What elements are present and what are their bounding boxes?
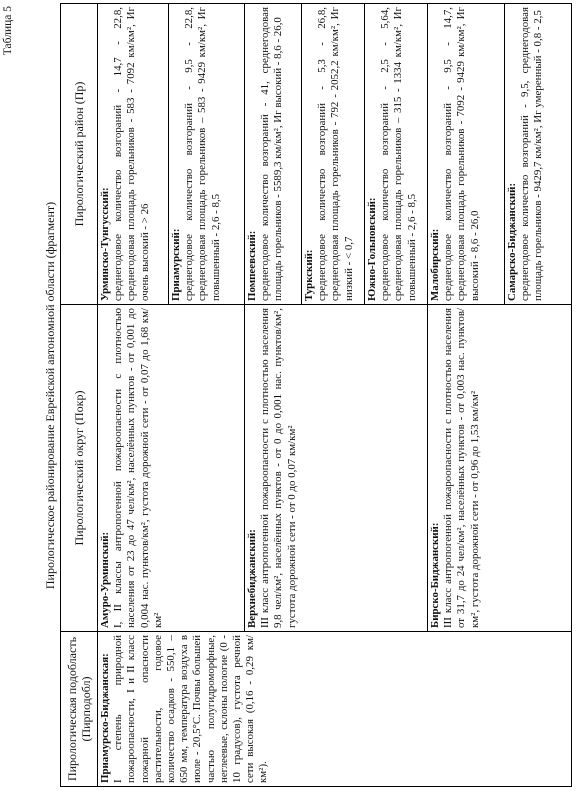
district-title: Верхнебиджанский	[246, 532, 258, 628]
region-block: Приамурский: среднегодовое количество возгораний - 9,5 - 22,8, среднегодовая площадь горельников – 583 - 9429 км/км², Иг повышенный - 2,6 - 8,5	[170, 7, 222, 301]
region-title: Малобирский	[429, 232, 441, 301]
district-cell: Амуро-Урминский: I, II классы антропогенной пожароопасности с плотностью населения от 23 до 47 чел/км², населённых пунктов - от 0,001 до 0,004 нас. пунктов/км², густота дорожной сети - от 0,07 до 1,68 км/км²	[98, 305, 245, 632]
region-block: Малобирский: среднегодовое количество возгораний - 9,5 - 14,7, среднегодовая площадь горельников - 7092 - 9429 км/км², Иг высокий - 8,6 - 26,0	[428, 4, 505, 304]
header-region: Пирологический район (Пр)	[61, 4, 98, 305]
region-title: Приамурский	[170, 232, 182, 301]
region-cell	[245, 4, 428, 305]
region-block: Туркский: среднегодовое количество возгораний - 5,3 - 26,8, среднегодовая площадь горельников - 792 - 2052,2 км/км², Иг низкий - < 0,7	[302, 4, 365, 304]
region-title: Самарско-Биджанский	[506, 186, 518, 301]
region-title: Урминско-Тунгусский	[99, 191, 111, 301]
region-text: среднегодовое количество возгораний - 14,7 - 22,8, среднегодовая площадь горельников - 583 - 7092 км/км², Иг очень высокий - > 26	[112, 7, 151, 301]
district-cell: Бирско-Биджанский: III класс антропогенной пожароопасности с плотностью населения от 31,7 до 24 чел/км², населённых пунктов - от 0,003 нас. пунктов/км², густота дорожной сети - от 0,96 до 1,53 км/км²	[428, 305, 572, 632]
district-title: Амуро-Урминский	[99, 535, 111, 628]
district-title: Бирско-Биджанский	[429, 526, 441, 628]
district-text: III класс антропогенной пожароопасности с плотностью населения от 31,7 до 24 чел/км², населённых пунктов - от 0,003 нас. пунктов/км², густота дорожной сети - от 0,96 до 1,53 км/км²	[442, 308, 481, 628]
table-number: Таблица 5	[2, 6, 14, 56]
region-block: Южно-Гольповский: среднегодовое количество возгораний - 2,5 - 5,64, среднегодовая площадь горельников – 315 - 1334 км/км², Иг повышенный - 2,6 - 8,5	[366, 7, 418, 301]
district-cell: Верхнебиджанский: III класс антропогенной пожароопасности с плотностью населения 9,8 чел/км², населённых пунктов - от 0 до 0,001 нас. пунктов/км², густота дорожной сети - от 0 до 0,07 км/км²	[245, 305, 428, 632]
header-district: Пирологический округ (Покр)	[61, 305, 98, 632]
region-text: среднегодовое количество возгораний - 2,5 - 5,64, среднегодовая площадь горельников – 315 - 1334 км/км², Иг повышенный - 2,6 - 8,5	[379, 7, 418, 301]
table-caption: Пирологическое районирование Еврейской автономной области (фрагмент)	[43, 201, 57, 590]
region-text: среднегодовое количество возгораний - 5,3 - 26,8, среднегодовая площадь горельников - 792 - 2052,2 км/км², Иг низкий - < 0,7	[316, 7, 355, 301]
header-subregion: Пирологическая подобласть (Пирподобл)	[61, 632, 98, 787]
pyrological-zoning-table	[60, 3, 572, 787]
region-block: Помпеевский: среднегодовое количество возгораний - 41, среднегодовая площадь горельников - 5589,3 км/км², Иг высокий - 8,6 - 26,0	[245, 4, 302, 304]
region-title: Туркский	[303, 253, 315, 301]
region-title: Южно-Гольповский	[366, 201, 378, 301]
header-row	[61, 4, 98, 787]
region-cell	[428, 4, 572, 305]
region-cell	[98, 4, 245, 305]
district-text: I, II классы антропогенной пожароопасности с плотностью населения от 23 до 47 чел/км², населённых пунктов - от 0,001 до 0,004 нас. пунктов/км², густота дорожной сети - от 0,07 до 1,68 км/км²	[112, 308, 164, 628]
region-text: среднегодовое количество возгораний - 9,5 - 14,7, среднегодовая площадь горельников - 7092 - 9429 км/км², Иг высокий - 8,6 - 26,0	[442, 7, 481, 301]
district-text: III класс антропогенной пожароопасности с плотностью населения 9,8 чел/км², населённых пунктов - от 0 до 0,001 нас. пунктов/км², густота дорожной сети - от 0 до 0,07 км/км²	[259, 308, 298, 628]
table-row	[98, 4, 245, 787]
subregion-text: I степень природной пожароопасности, I и II класс пожарной опасности растительности, годовое количество осадков - 550,1 – 650 мм, температура воздуха в июле - 20,5°С. Почвы большей частью полугидроморфные, неглеевые, склоны пологие (0 - 10 градусов), густота речной сети высокая (0,16 - 0,29 км/км²).	[112, 635, 270, 783]
region-title: Помпеевский	[246, 234, 258, 301]
region-block: Самарско-Биджанский: среднегодовое количество возгораний - 9,5, среднегодовая площадь горельников - 9429,7 км/км², Иг умеренный - 0,8 - 2,5	[506, 7, 545, 301]
region-text: среднегодовое количество возгораний - 9,5, среднегодовая площадь горельников - 9429,7 км/км², Иг умеренный - 0,8 - 2,5	[519, 7, 545, 301]
region-text: среднегодовое количество возгораний - 41, среднегодовая площадь горельников - 5589,3 км/км², Иг высокий - 8,6 - 26,0	[259, 7, 285, 301]
subregion-cell: Приамурско-Биджанская: I степень природной пожароопасности, I и II класс пожарной опасности растительности, годовое количество осадков - 550,1 – 650 мм, температура воздуха в июле - 20,5°С. Почвы большей частью полугидроморфные, неглеевые, склоны пологие (0 - 10 градусов), густота речной сети высокая (0,16 - 0,29 км/км²).	[98, 632, 572, 787]
region-block: Урминско-Тунгусский: среднегодовое количество возгораний - 14,7 - 22,8, среднегодовая площадь горельников - 583 - 7092 км/км², Иг очень высокий - > 26	[98, 4, 169, 304]
region-text: среднегодовое количество возгораний - 9,5 - 22,8, среднегодовая площадь горельников – 583 - 9429 км/км², Иг повышенный - 2,6 - 8,5	[183, 7, 222, 301]
subregion-title: Приамурско-Биджанская	[99, 656, 111, 783]
